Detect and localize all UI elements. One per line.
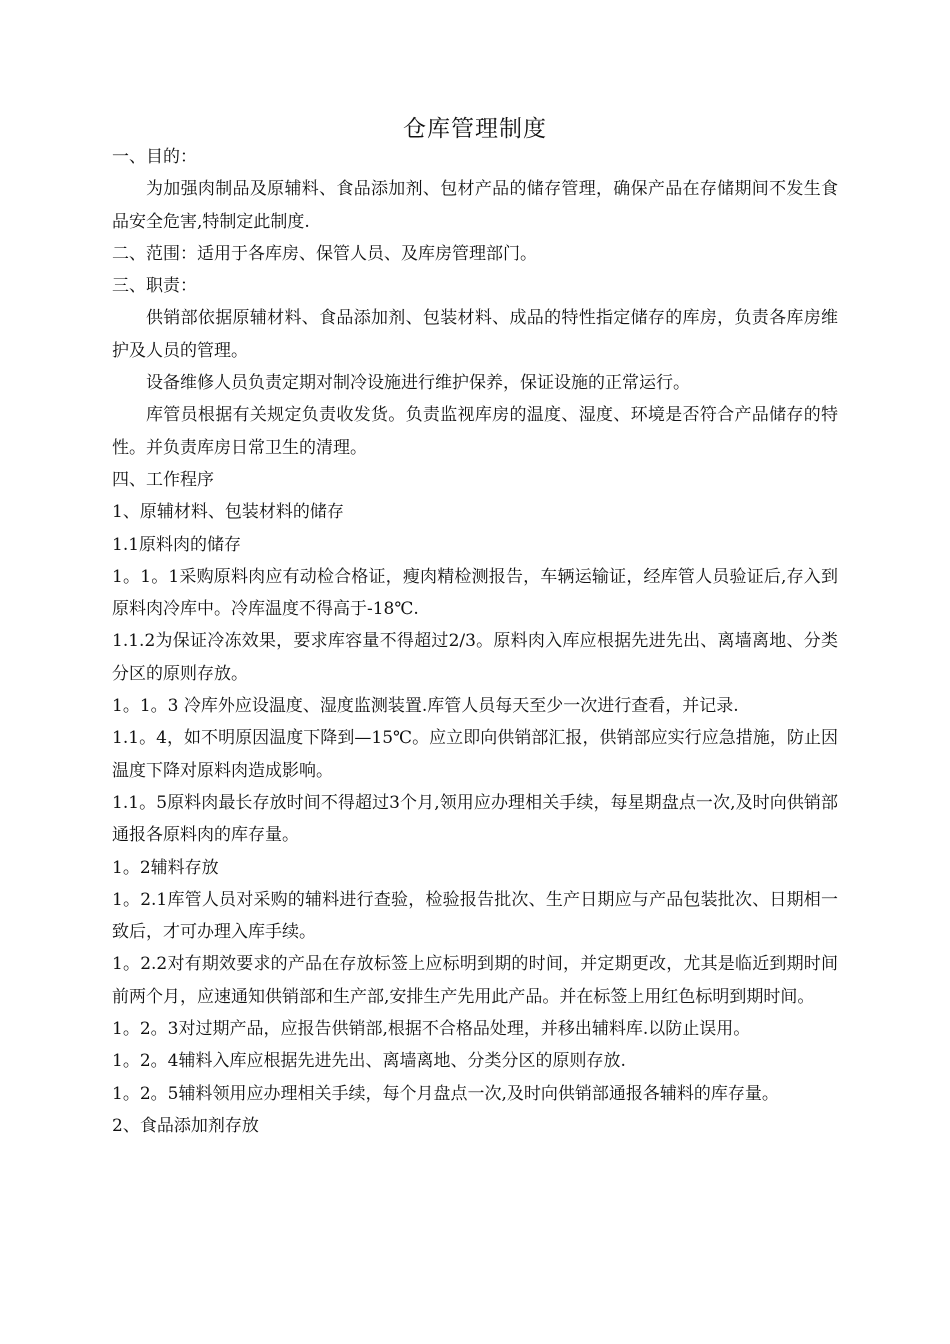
subsection-heading-raw-materials: 1、原辅材料、包装材料的储存 [112, 502, 344, 523]
clause-1-1-4: 1.1。4，如不明原因温度下降到—15℃。应立即向供销部汇报，供销部应实行应急措施，防止因温度下降对原料肉造成影响。 [112, 728, 838, 781]
paragraph-purpose: 为加强肉制品及原辅料、食品添加剂、包材产品的储存管理，确保产品在存储期间不发生食品安全危害,特制定此制度. [112, 179, 838, 232]
clause-1-2-2: 1。2.2对有期效要求的产品在存放标签上应标明到期的时间，并定期更改，尤其是临近到期时间前两个月，应速通知供销部和生产部,安排生产先用此产品。并在标签上用红色标明到期时间。 [112, 954, 838, 1007]
subsection-heading-auxiliary: 1。2辅料存放 [112, 857, 219, 878]
subsection-heading-additives: 2、食品添加剂存放 [112, 1115, 259, 1136]
clause-1-1-1: 1。1。1采购原料肉应有动检合格证，瘦肉精检测报告，车辆运输证，经库管人员验证后,存入到原料肉冷库中。冷库温度不得高于-18℃. [112, 566, 838, 620]
clause-1-2-3: 1。2。3对过期产品，应报告供销部,根据不合格品处理，并移出辅料库.以防止误用。 [112, 1019, 751, 1040]
section-heading-duties: 三、职责： [112, 276, 197, 297]
clause-1-1-3: 1。1。3 冷库外应设温度、湿度监测装置.库管人员每天至少一次进行查看，并记录. [112, 696, 739, 717]
subsection-heading-raw-meat: 1.1原料肉的储存 [112, 534, 242, 555]
clause-1-1-2: 1.1.2为保证冷冻效果，要求库容量不得超过2/3。原料肉入库应根据先进先出、离墙离地、分类分区的原则存放。 [112, 631, 838, 684]
clause-1-1-5: 1.1。5原料肉最长存放时间不得超过3个月,领用应办理相关手续，每星期盘点一次,及时向供销部通报各原料肉的库存量。 [112, 792, 838, 846]
clause-1-2-5: 1。2。5辅料领用应办理相关手续，每个月盘点一次,及时向供销部通报各辅料的库存量。 [112, 1083, 779, 1104]
clause-1-2-1: 1。2.1库管人员对采购的辅料进行查验，检验报告批次、生产日期应与产品包装批次、日期相一致后，才可办理入库手续。 [112, 889, 838, 943]
section-heading-procedure: 四、工作程序 [112, 469, 214, 490]
paragraph-duty-warehouse-keeper: 库管员根据有关规定负责收发货。负责监视库房的温度、湿度、环境是否符合产品储存的特性。并负责库房日常卫生的清理。 [112, 405, 838, 458]
section-heading-scope: 二、范围：适用于各库房、保管人员、及库房管理部门。 [112, 243, 537, 264]
section-heading-purpose: 一、目的： [112, 147, 197, 167]
paragraph-duty-maintenance: 设备维修人员负责定期对制冷设施进行维护保养，保证设施的正常运行。 [146, 373, 690, 394]
clause-1-2-4: 1。2。4辅料入库应根据先进先出、离墙离地、分类分区的原则存放. [112, 1051, 626, 1072]
document-title: 仓库管理制度 [403, 116, 547, 142]
paragraph-duty-sales: 供销部依据原辅材料、食品添加剂、包装材料、成品的特性指定储存的库房，负责各库房维护及人员的管理。 [112, 308, 838, 361]
document-body [112, 141, 838, 1142]
